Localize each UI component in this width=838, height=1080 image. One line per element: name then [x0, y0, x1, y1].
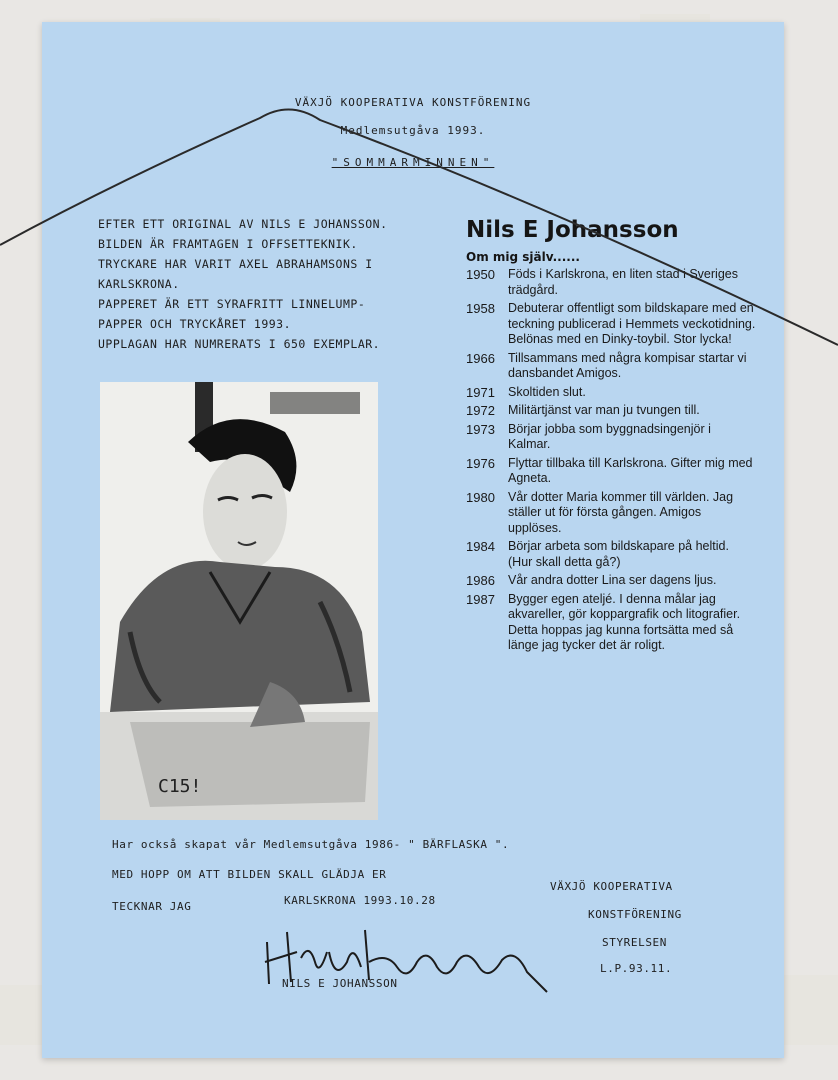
org-signature-line1: VÄXJÖ KOOPERATIVA	[550, 880, 673, 893]
timeline-text: Börjar jobba som byggnadsingenjör i Kalmar.	[508, 421, 711, 451]
timeline-entry	[466, 351, 756, 382]
timeline-text: Skoltiden slut.	[508, 384, 586, 399]
print-info-line: KARLSKRONA.	[98, 277, 180, 291]
timeline-year: 1971	[466, 384, 495, 400]
print-info-line: TRYCKARE HAR VARIT AXEL ABRAHAMSONS I	[98, 257, 373, 271]
timeline-year: 1976	[466, 455, 495, 471]
timeline-entry	[466, 539, 756, 570]
timeline-entry	[466, 573, 756, 589]
timeline-entry	[466, 385, 756, 401]
artist-photo-drawing	[100, 382, 378, 820]
timeline-text: Flyttar tillbaka till Karlskrona. Gifter mig med Agneta.	[508, 455, 753, 485]
timeline-year: 1973	[466, 421, 495, 437]
artist-name: Nils E Johansson	[466, 217, 679, 243]
timeline-text: Tillsammans med några kompisar startar vi dansbandet Amigos.	[508, 350, 747, 380]
timeline-year: 1950	[466, 267, 495, 282]
timeline-entry	[466, 403, 756, 419]
timeline-text: Föds i Karlskrona, en liten stad i Sveriges trädgård.	[508, 267, 738, 297]
timeline-year: 1972	[466, 403, 495, 418]
timeline-text: Militärtjänst var man ju tvungen till.	[508, 403, 700, 417]
timeline-entry	[466, 267, 756, 298]
print-info-line: EFTER ETT ORIGINAL AV NILS E JOHANSSON.	[98, 217, 388, 231]
print-info-line: PAPPER OCH TRYCKÅRET 1993.	[98, 317, 292, 331]
edition-line: Medlemsutgåva 1993.	[340, 124, 486, 137]
org-header: VÄXJÖ KOOPERATIVA KONSTFÖRENING	[294, 96, 532, 109]
timeline-entry	[466, 422, 756, 453]
print-title: "SOMMARMINNEN"	[331, 156, 495, 169]
org-signature-line2: KONSTFÖRENING	[588, 908, 682, 921]
timeline-year: 1980	[466, 489, 495, 505]
timeline-year: 1966	[466, 350, 495, 366]
bio-subtitle: Om mig själv......	[466, 250, 580, 264]
artist-photo	[100, 382, 378, 820]
footer-signoff: TECKNAR JAG	[112, 900, 192, 913]
footer-note: Har också skapat vår Medlemsutgåva 1986- " BÄRFLASKA ".	[112, 838, 510, 851]
footer-wish: MED HOPP OM ATT BILDEN SKALL GLÄDJA ER	[112, 868, 387, 881]
document-sheet	[42, 22, 784, 1058]
timeline-text: Börjar arbeta som bildskapare på heltid. (Hur skall detta gå?)	[508, 539, 729, 569]
timeline-entry	[466, 592, 756, 654]
handwritten-signature	[257, 922, 557, 1002]
timeline-year: 1984	[466, 539, 495, 554]
timeline-text: Vår andra dotter Lina ser dagens ljus.	[508, 573, 717, 587]
org-signature-line4: L.P.93.11.	[600, 962, 673, 975]
timeline-year: 1958	[466, 301, 495, 316]
timeline-year: 1986	[466, 573, 495, 588]
print-info-line: BILDEN ÄR FRAMTAGEN I OFFSETTEKNIK.	[98, 237, 358, 251]
timeline-text: Vår dotter Maria kommer till världen. Jag ställer ut för första gången. Amigos upplöses.	[508, 489, 734, 535]
timeline-text: Debuterar offentligt som bildskapare med en teckning publicerad i Hemmets veckotidning. Belönas med en Dinky-toybil. Stor lycka!	[508, 301, 756, 346]
timeline-year: 1987	[466, 591, 495, 607]
bio-timeline	[466, 267, 756, 657]
print-info	[98, 214, 458, 354]
timeline-entry	[466, 301, 756, 348]
timeline-text: Bygger egen ateljé. I denna målar jag akvareller, gör koppargrafik och litografier. Detta hoppas jag kunna fortsätta med så länge jag tycker det är roligt.	[508, 591, 741, 652]
timeline-entry	[466, 456, 756, 487]
print-info-line: UPPLAGAN HAR NUMRERATS I 650 EXEMPLAR.	[98, 337, 381, 351]
footer-place-date: KARLSKRONA 1993.10.28	[284, 894, 436, 907]
timeline-entry	[466, 490, 756, 537]
print-info-line: PAPPERET ÄR ETT SYRAFRITT LINNELUMP-	[98, 297, 366, 311]
signature-name: NILS E JOHANSSON	[282, 977, 398, 990]
box-label: C15!	[158, 776, 202, 797]
org-signature-line3: STYRELSEN	[602, 936, 668, 949]
